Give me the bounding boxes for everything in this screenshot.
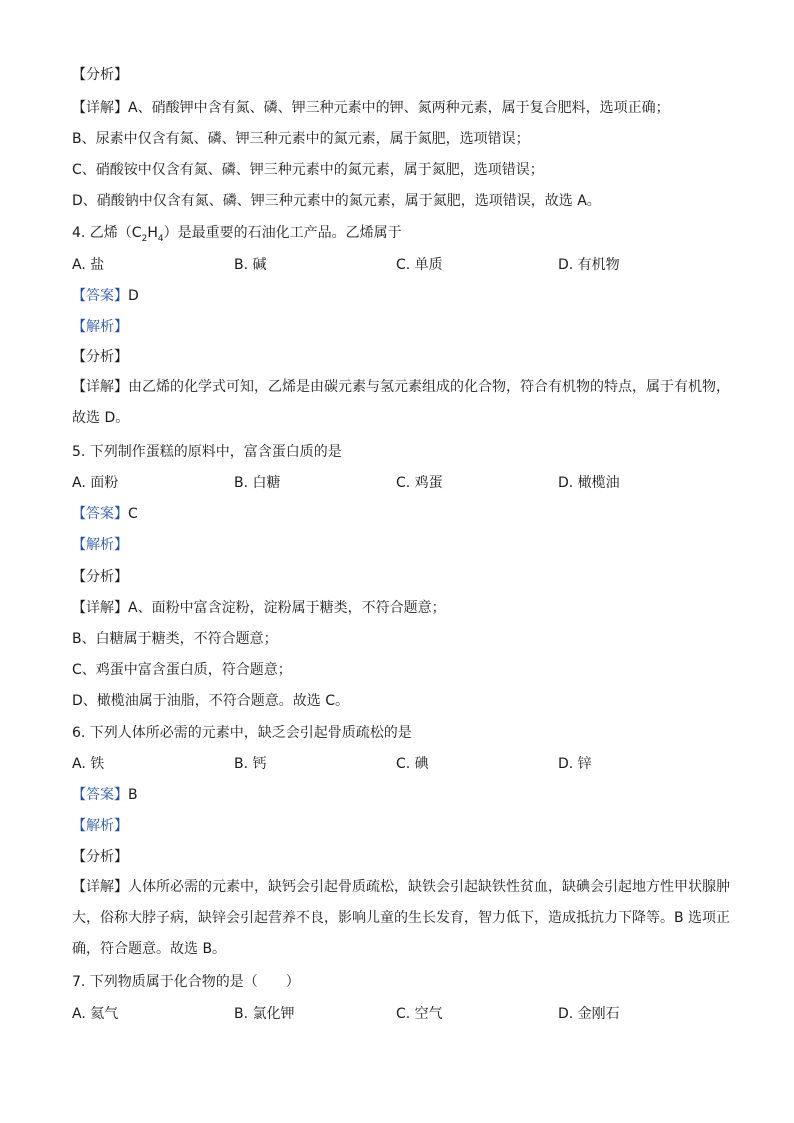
q4-subscript-c: 2 [141, 233, 148, 244]
q6-option-a: A. 铁 [72, 756, 105, 772]
q3-detail-d: D、硝酸钠中仅含有氮、磷、钾三种元素中的氮元素，属于氮肥，选项错误，故选 A。 [72, 193, 601, 209]
q5-stem: 5. 下列制作蛋糕的原料中，富含蛋白质的是 [72, 444, 342, 460]
q7-option-d: D. 金刚石 [558, 1006, 620, 1022]
q6-option-c: C. 碘 [396, 756, 429, 772]
q5-option-a: A. 面粉 [72, 475, 119, 491]
answer-tag: 【答案】 [72, 288, 128, 304]
q4-option-a: A. 盐 [72, 257, 105, 273]
q4-detail: 【详解】由乙烯的化学式可知，乙烯是由碳元素与氢元素组成的化合物，符合有机物的特点，属于有机物，故选 D。 [72, 379, 730, 426]
q6-analysis-heading: 【分析】 [72, 849, 128, 865]
answer-tag: 【答案】 [72, 787, 128, 803]
q5-option-c: C. 鸡蛋 [396, 475, 443, 491]
q7-stem: 7. 下列物质属于化合物的是（ ） [72, 974, 300, 990]
q3-detail-a: 【详解】A、硝酸钾中含有氮、磷、钾三种元素中的钾、氮两种元素，属于复合肥料，选项正确； [72, 100, 670, 116]
q4-stem-part3: ）是最重要的石油化工产品。乙烯属于 [163, 225, 402, 241]
q4-answer [72, 287, 732, 305]
q6-explanation-heading: 【解析】 [72, 818, 128, 834]
q5-explanation-heading: 【解析】 [72, 537, 128, 553]
q3-detail-b: B、尿素中仅含有氮、磷、钾三种元素中的氮元素，属于氮肥，选项错误； [72, 131, 530, 147]
q5-detail-d: D、橄榄油属于油脂，不符合题意。故选 C。 [72, 693, 350, 709]
q5-detail-a: 【详解】A、面粉中富含淀粉，淀粉属于糖类，不符合题意； [72, 600, 446, 616]
q6-detail: 【详解】人体所必需的元素中，缺钙会引起骨质疏松，缺铁会引起缺铁性贫血，缺碘会引起地方性甲状腺肿大，俗称大脖子病，缺锌会引起营养不良，影响儿童的生长发育，智力低下，造成抵抗力下降等。B 选项正确，符合题意。故选 B。 [72, 879, 731, 957]
answer-value: D [128, 288, 139, 304]
q4-explanation-heading: 【解析】 [72, 319, 128, 335]
q5-detail-c: C、鸡蛋中富含蛋白质，符合题意； [72, 662, 292, 678]
q5-option-d: D. 橄榄油 [558, 475, 620, 491]
q5-detail-b: B、白糖属于糖类，不符合题意； [72, 631, 278, 647]
q4-option-d: D. 有机物 [558, 257, 620, 273]
q7-option-c: C. 空气 [396, 1006, 443, 1022]
q4-option-c: C. 单质 [396, 257, 443, 273]
answer-tag: 【答案】 [72, 506, 128, 522]
q3-detail-c: C、硝酸铵中仅含有氮、磷、钾三种元素中的氮元素，属于氮肥，选项错误； [72, 162, 544, 178]
q5-answer [72, 505, 732, 523]
q4-analysis-heading: 【分析】 [72, 349, 128, 365]
q6-option-d: D. 锌 [558, 756, 592, 772]
q6-option-b: B. 钙 [234, 756, 267, 772]
q4-subscript-h: 4 [157, 233, 164, 244]
q5-analysis-heading: 【分析】 [72, 569, 128, 585]
answer-value: C [128, 506, 138, 522]
q4-stem-part2: H [147, 225, 158, 241]
answer-value: B [128, 787, 138, 803]
q5-option-b: B. 白糖 [234, 475, 281, 491]
q6-answer [72, 786, 732, 804]
q4-stem-part1: 4. 乙烯（C [72, 225, 142, 241]
q7-option-a: A. 氦气 [72, 1006, 119, 1022]
q4-option-b: B. 碱 [234, 257, 267, 273]
q7-option-b: B. 氯化钾 [234, 1006, 295, 1022]
q6-stem: 6. 下列人体所必需的元素中，缺乏会引起骨质疏松的是 [72, 725, 412, 741]
q4-stem [72, 224, 732, 242]
q3-analysis-heading: 【分析】 [72, 67, 128, 83]
